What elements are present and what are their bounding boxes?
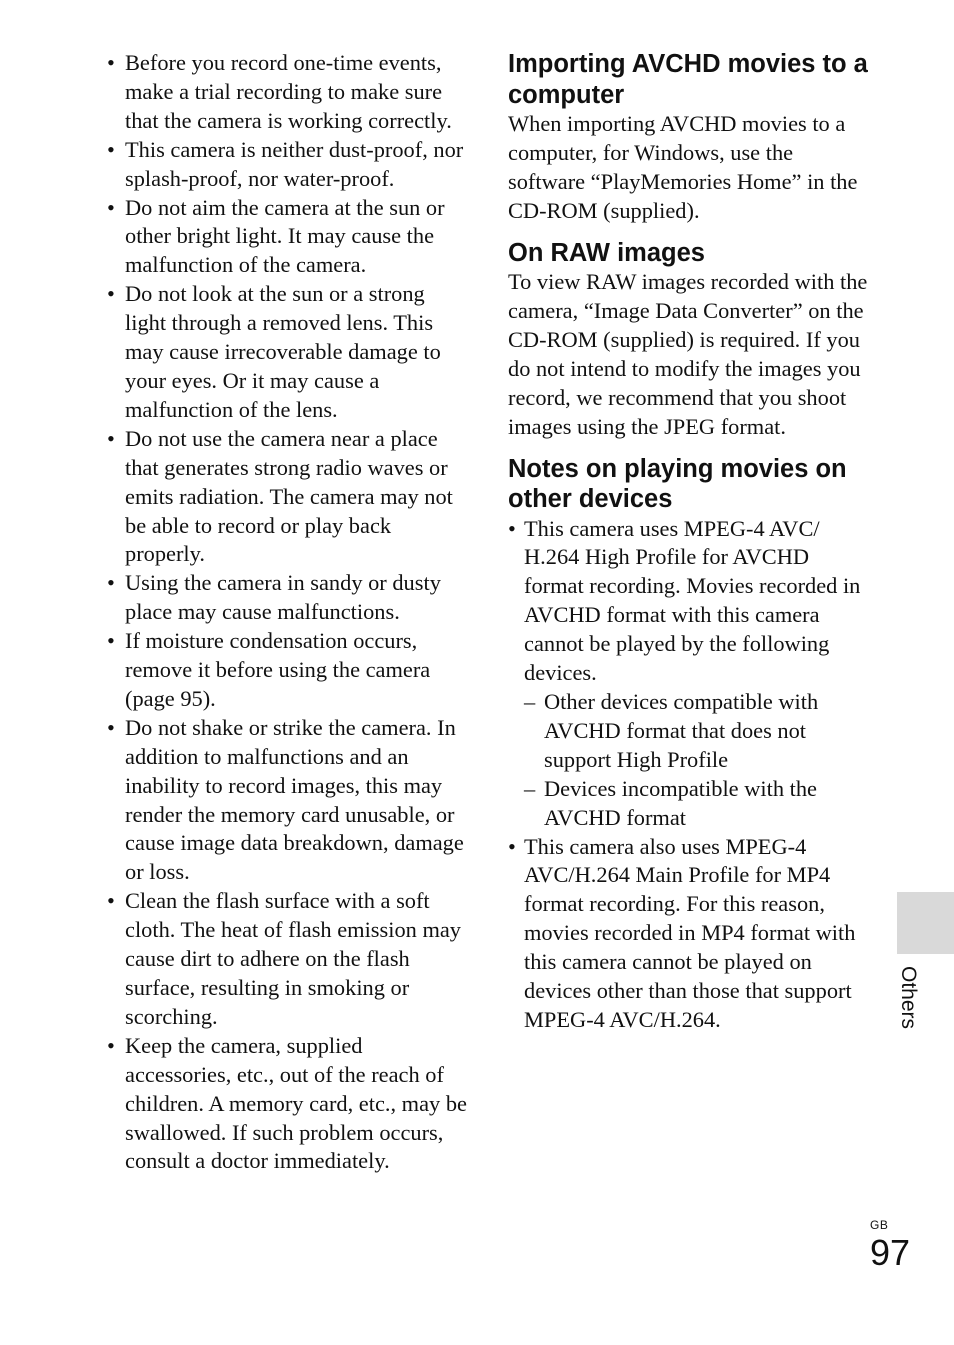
list-item: • Do not use the camera near a place that generates strong radio waves or emits radiation. The camera may not be able to record or play back properly. [107, 425, 467, 570]
playing-heading: Notes on playing movies on other devices [508, 454, 847, 514]
left-column [107, 49, 467, 1176]
precautions-list [107, 49, 467, 1176]
device-sublist [524, 688, 873, 833]
importing-body: When importing AVCHD movies to a computer, for Windows, use the software “PlayMemories Home” in the CD-ROM (supplied). [508, 111, 858, 223]
right-column [508, 49, 873, 1047]
list-item: • Do not shake or strike the camera. In addition to malfunctions and an inability to record images, this may render the memory card unusable, or cause image data breakdown, damage or loss. [107, 714, 467, 887]
playing-list [508, 515, 873, 1035]
importing-heading: Importing AVCHD movies to a computer [508, 50, 868, 109]
list-item: • Clean the flash surface with a soft cloth. The heat of flash emission may cause dirt to adhere on the flash surface, resulting in smoking or scorching. [107, 887, 467, 1032]
raw-section [508, 238, 873, 442]
list-item: • If moisture condensation occurs, remove it before using the camera (page 95). [107, 627, 467, 714]
sub-list-item: – Devices incompatible with the AVCHD format [524, 775, 873, 833]
list-item: • This camera also uses MPEG-4 AVC/H.264 Main Profile for MP4 format recording. For this reason, movies recorded in MP4 format with this camera cannot be played on devices other than those that support MPEG-4 AVC/H.264. [508, 833, 873, 1035]
section-tab-label [896, 966, 926, 1046]
section-tab-marker [897, 892, 954, 954]
list-item: • Using the camera in sandy or dusty place may cause malfunctions. [107, 569, 467, 627]
list-item [508, 515, 873, 833]
list-item: • Keep the camera, supplied accessories, etc., out of the reach of children. A memory card, etc., may be swallowed. If such problem occurs, consult a doctor immediately. [107, 1032, 467, 1177]
section-tab-text: Others [897, 966, 920, 1030]
raw-body: To view RAW images recorded with the camera, “Image Data Converter” on the CD-ROM (supplied) is required. If you do not intend to modify the images you record, we recommend that you shoot images using the JPEG format. [508, 269, 868, 439]
sub-list-item: – Other devices compatible with AVCHD format that does not support High Profile [524, 688, 873, 775]
region-code: GB [870, 1218, 889, 1232]
raw-heading: On RAW images [508, 238, 705, 267]
page-number: 97 [870, 1232, 911, 1273]
list-item: • Do not look at the sun or a strong light through a removed lens. This may cause irrecoverable damage to your eyes. Or it may cause a malfunction of the lens. [107, 280, 467, 425]
list-item: • Do not aim the camera at the sun or other bright light. It may cause the malfunction of the camera. [107, 194, 467, 281]
list-item: • Before you record one-time events, make a trial recording to make sure that the camera is working correctly. [107, 49, 467, 136]
playing-bullet-text: This camera uses MPEG-4 AVC/ H.264 High Profile for AVCHD format recording. Movies recorded in AVCHD format with this camera cannot be played by the following devices. [524, 515, 861, 686]
list-item: • This camera is neither dust-proof, nor splash-proof, nor water-proof. [107, 136, 467, 194]
playing-section [508, 454, 873, 1035]
importing-section [508, 49, 873, 226]
